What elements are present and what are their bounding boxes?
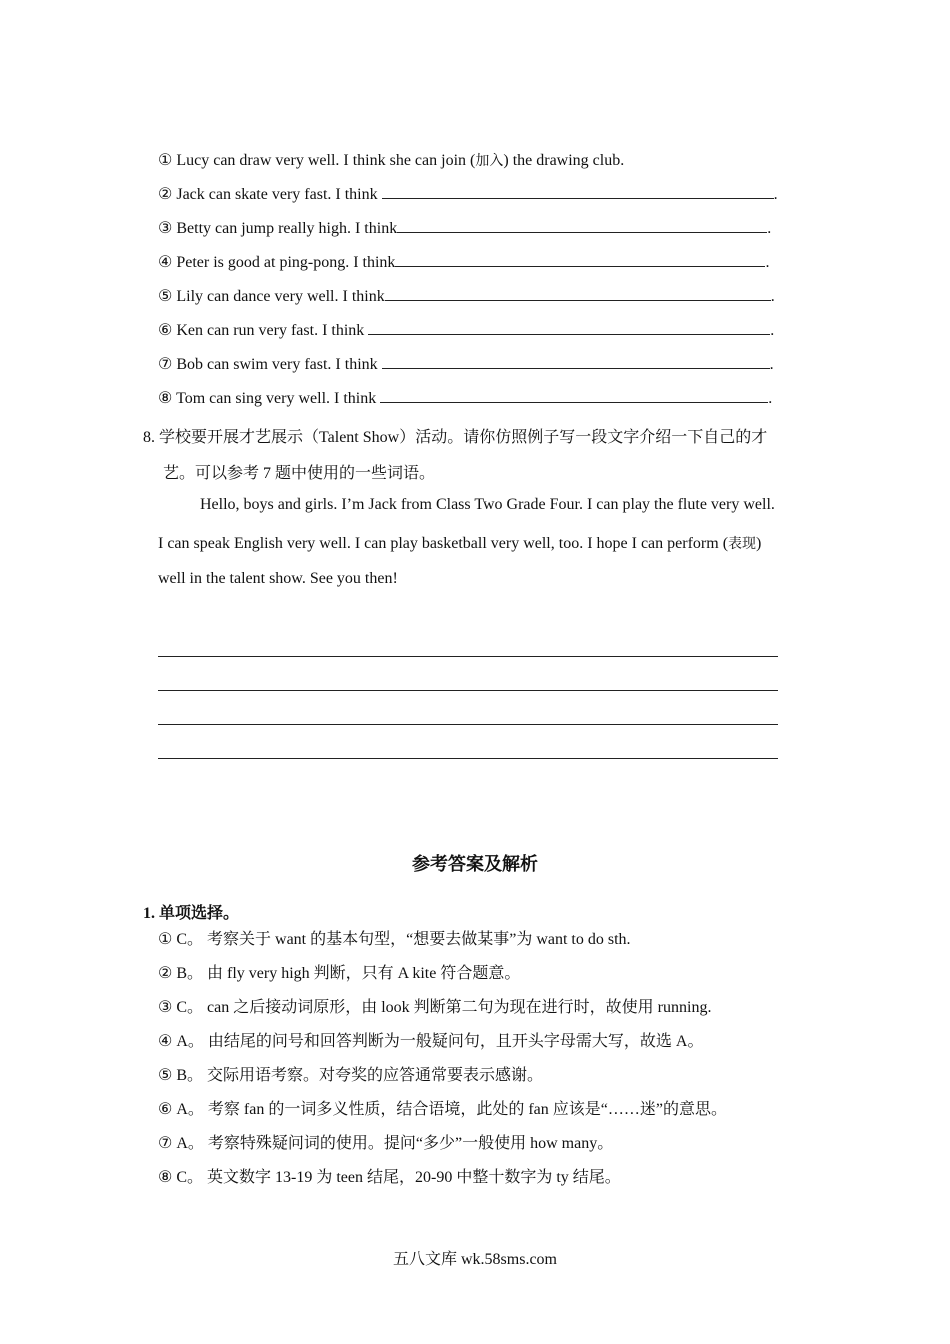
period: . (769, 356, 774, 373)
item-text: Jack can skate very fast. I think (176, 186, 382, 203)
writing-line[interactable] (158, 656, 778, 657)
writing-line[interactable] (158, 758, 778, 759)
answer-text: C。 考察关于 want 的基本句型，“想要去做某事”为 want to do sth. (176, 931, 631, 948)
writing-line[interactable] (158, 690, 778, 691)
answer-item-6 (158, 1096, 727, 1119)
page-footer: 五八文库 wk.58sms.com (392, 1251, 557, 1268)
answer-text: A。 考察特殊疑问词的使用。提问“多少”一般使用 how many。 (176, 1135, 614, 1152)
answer-number: ⑥ (158, 1101, 173, 1118)
period: . (765, 254, 770, 271)
answer-number: ④ (158, 1033, 173, 1050)
section-heading: 1. 单项选择。 (143, 905, 240, 922)
answer-blank[interactable] (380, 388, 768, 403)
answer-blank[interactable] (397, 218, 767, 233)
item-number: ⑤ (158, 288, 173, 305)
period: . (768, 390, 773, 407)
answer-item-2 (158, 960, 520, 983)
answer-item-5 (158, 1062, 543, 1085)
answer-text: A。 考察 fan 的一词多义性质，结合语境，此处的 fan 应该是“……迷”的意思。 (176, 1101, 727, 1118)
period: . (770, 322, 775, 339)
period: . (767, 220, 772, 237)
item-number: ① (158, 152, 173, 169)
item-text: Betty can jump really high. I think (176, 220, 398, 237)
example-paren: ) (756, 535, 762, 552)
item-text: Peter is good at ping-pong. I think (176, 254, 396, 271)
example-text: I can speak English very well. I can play basketball very well, too. I hope I can perform ( (158, 535, 729, 552)
q7-item-3 (158, 218, 771, 238)
answer-number: ① (158, 931, 173, 948)
item-text: Ken can run very fast. I think (176, 322, 369, 339)
q8-prompt-line2: 艺。可以参考 7 题中使用的一些词语。 (163, 465, 436, 482)
item-number: ⑧ (158, 390, 173, 407)
item-number: ⑥ (158, 322, 173, 339)
answer-number: ③ (158, 999, 173, 1016)
answer-text: C。 can 之后接动词原形，由 look 判断第二句为现在进行时，故使用 running. (176, 999, 712, 1016)
answer-text: A。 由结尾的问号和回答判断为一般疑问句，且开头字母需大写，故选 A。 (176, 1033, 704, 1050)
q8-example-line1: Hello, boys and girls. I’m Jack from Class Two Grade Four. I can play the flute very well. (200, 496, 775, 513)
item-text: Lucy can draw very well. I think she can join ( (176, 152, 476, 169)
item-number: ⑦ (158, 356, 173, 373)
answer-item-7 (158, 1130, 613, 1153)
answer-item-4 (158, 1028, 703, 1051)
q7-item-7 (158, 354, 774, 374)
answers-title: 参考答案及解析 (412, 854, 538, 874)
answer-number: ⑤ (158, 1067, 173, 1084)
q8-example-line3: well in the talent show. See you then! (158, 570, 398, 587)
q7-item-8 (158, 388, 772, 408)
q8-prompt-line1: 8. 学校要开展才艺展示（Talent Show）活动。请你仿照例子写一段文字介绍一下自己的才 (143, 429, 768, 446)
item-number: ③ (158, 220, 173, 237)
q7-item-6 (158, 320, 774, 340)
item-text: Tom can sing very well. I think (176, 390, 381, 407)
q7-item-2 (158, 184, 778, 204)
q7-item-1 (158, 150, 624, 170)
q7-item-5 (158, 286, 775, 306)
example-note: 表现 (728, 537, 757, 552)
item-text: Lily can dance very well. I think (176, 288, 385, 305)
answer-item-8 (158, 1164, 621, 1187)
writing-line[interactable] (158, 724, 778, 725)
answer-blank[interactable] (382, 184, 774, 199)
item-note: 加入 (475, 154, 504, 169)
answer-blank[interactable] (382, 354, 770, 369)
answer-number: ⑦ (158, 1135, 173, 1152)
answer-item-1 (158, 926, 631, 949)
answer-number: ⑧ (158, 1169, 173, 1186)
answer-number: ② (158, 965, 173, 982)
item-number: ④ (158, 254, 173, 271)
item-number: ② (158, 186, 173, 203)
item-text: Bob can swim very fast. I think (176, 356, 382, 373)
answer-blank[interactable] (385, 286, 771, 301)
period: . (773, 186, 778, 203)
answer-text: B。 由 fly very high 判断，只有 A kite 符合题意。 (176, 965, 521, 982)
answer-item-3 (158, 994, 711, 1017)
item-tail: ) the drawing club. (503, 152, 625, 169)
q7-item-4 (158, 252, 769, 272)
period: . (770, 288, 775, 305)
q8-example-line2 (158, 533, 761, 553)
answer-text: C。 英文数字 13-19 为 teen 结尾，20-90 中整十数字为 ty 结尾。 (176, 1169, 621, 1186)
answer-blank[interactable] (368, 320, 770, 335)
answer-blank[interactable] (395, 252, 765, 267)
answer-text: B。 交际用语考察。对夸奖的应答通常要表示感谢。 (176, 1067, 544, 1084)
